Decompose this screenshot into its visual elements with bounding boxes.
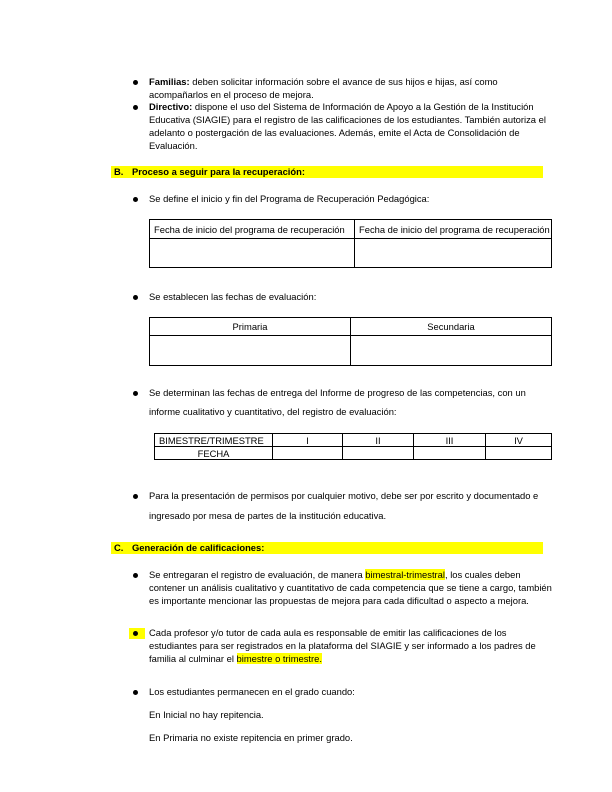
section-c-item-3-sub-2: En Primaria no existe repitencia en primer grado. <box>149 732 353 743</box>
section-b-item-1: Se define el inicio y fin del Programa de Recuperación Pedagógica: <box>149 193 430 204</box>
table2-header-secundaria: Secundaria <box>351 318 552 336</box>
bullet <box>133 197 138 202</box>
evaluation-dates-table <box>149 317 552 366</box>
table3-period-1: I <box>273 434 343 447</box>
section-c-item-1-text-b: , los cuales deben <box>444 569 521 580</box>
section-c-item-3: Los estudiantes permanecen en el grado cuando: <box>149 686 355 697</box>
section-c-item-2-text-a: familia al culminar el <box>149 653 237 664</box>
highlighted-bimestre-o-trimestre: bimestre o trimestre. <box>236 653 322 664</box>
section-b-letter: B. <box>114 166 124 177</box>
familias-item <box>149 76 498 89</box>
bullet <box>133 105 138 110</box>
directivo-text: dispone el uso del Sistema de Información de Apoyo a la Gestión de la Institución <box>192 101 534 112</box>
bullet <box>133 80 138 85</box>
report-dates-table <box>154 433 552 460</box>
section-b-item-3-line-1: Se determinan las fechas de entrega del Informe de progreso de las competencias, con un <box>149 387 526 398</box>
section-b-item-4-line-2: ingresado por mesa de partes de la institución educativa. <box>149 510 387 521</box>
directivo-item <box>149 101 534 114</box>
table3-date-4[interactable] <box>486 447 552 460</box>
section-c-item-2-line-2: estudiantes para ser registrados en la plataforma del SIAGIE y ser informado a los padres de <box>149 640 536 651</box>
bullet <box>133 690 138 695</box>
table1-header-2: Fecha de inicio del programa de recuperación <box>355 220 552 239</box>
table3-header: BIMESTRE/TRIMESTRE <box>155 434 273 447</box>
bullet <box>133 573 138 578</box>
table2-cell-primaria[interactable] <box>150 336 351 366</box>
section-b-title: Proceso a seguir para la recuperación: <box>132 166 305 177</box>
table1-cell-1[interactable] <box>150 239 355 268</box>
section-c-heading <box>111 542 543 554</box>
section-b-heading <box>111 166 543 178</box>
section-c-title: Generación de calificaciones: <box>132 542 265 553</box>
table3-period-2: II <box>343 434 414 447</box>
section-c-item-1-line-3: es importante mencionar las propuestas de mejora para cada dificultad o aspecto a mejora. <box>149 595 529 606</box>
directivo-text-3: adelanto o postergación de las evaluaciones. Además, emite el Acta de Consolidación de <box>149 127 520 138</box>
table1-cell-2[interactable] <box>355 239 552 268</box>
section-c-item-1-line-1 <box>149 569 521 582</box>
table1-header-1: Fecha de inicio del programa de recuperación <box>150 220 355 239</box>
section-c-item-2-line-1: Cada profesor y/o tutor de cada aula es responsable de emitir las calificaciones de los <box>149 627 507 638</box>
familias-label: Familias: <box>149 76 190 87</box>
bullet <box>133 494 138 499</box>
directivo-text-2: Educativa (SIAGIE) para el registro de las calificaciones de los estudiantes. También autoriza el <box>149 114 546 125</box>
table3-date-3[interactable] <box>414 447 486 460</box>
section-b-item-4-line-1: Para la presentación de permisos por cualquier motivo, debe ser por escrito y documentado e <box>149 490 539 501</box>
bullet <box>133 391 138 396</box>
familias-text: deben solicitar información sobre el avance de sus hijos e hijas, así como <box>189 76 498 87</box>
table2-cell-secundaria[interactable] <box>351 336 552 366</box>
section-c-item-3-sub-1: En Inicial no hay repitencia. <box>149 709 264 720</box>
table3-period-3: III <box>414 434 486 447</box>
table3-date-1[interactable] <box>273 447 343 460</box>
recovery-program-table <box>149 219 552 268</box>
directivo-text-4: Evaluación. <box>149 140 198 151</box>
directivo-label: Directivo: <box>149 101 193 112</box>
section-c-item-1-text-a: Se entregaran el registro de evaluación, de manera <box>149 569 366 580</box>
bullet <box>133 295 138 300</box>
bullet <box>133 631 138 636</box>
highlighted-bimestral-trimestral: bimestral-trimestral <box>365 569 445 580</box>
table3-period-4: IV <box>486 434 552 447</box>
familias-text-2: acompañarlos en el proceso de mejora. <box>149 89 314 100</box>
section-b-item-3-line-2: informe cualitativo y cuantitativo, del registro de evaluación: <box>149 406 397 417</box>
section-c-item-1-line-2: contener un análisis cualitativo y cuantitativo de cada competencia que se tiene a cargo, también <box>149 582 552 593</box>
table2-header-primaria: Primaria <box>150 318 351 336</box>
section-b-item-2: Se establecen las fechas de evaluación: <box>149 291 317 302</box>
table3-date-2[interactable] <box>343 447 414 460</box>
section-c-letter: C. <box>114 542 124 553</box>
table3-row-label: FECHA <box>155 447 273 460</box>
section-c-item-2-line-3 <box>149 653 322 666</box>
